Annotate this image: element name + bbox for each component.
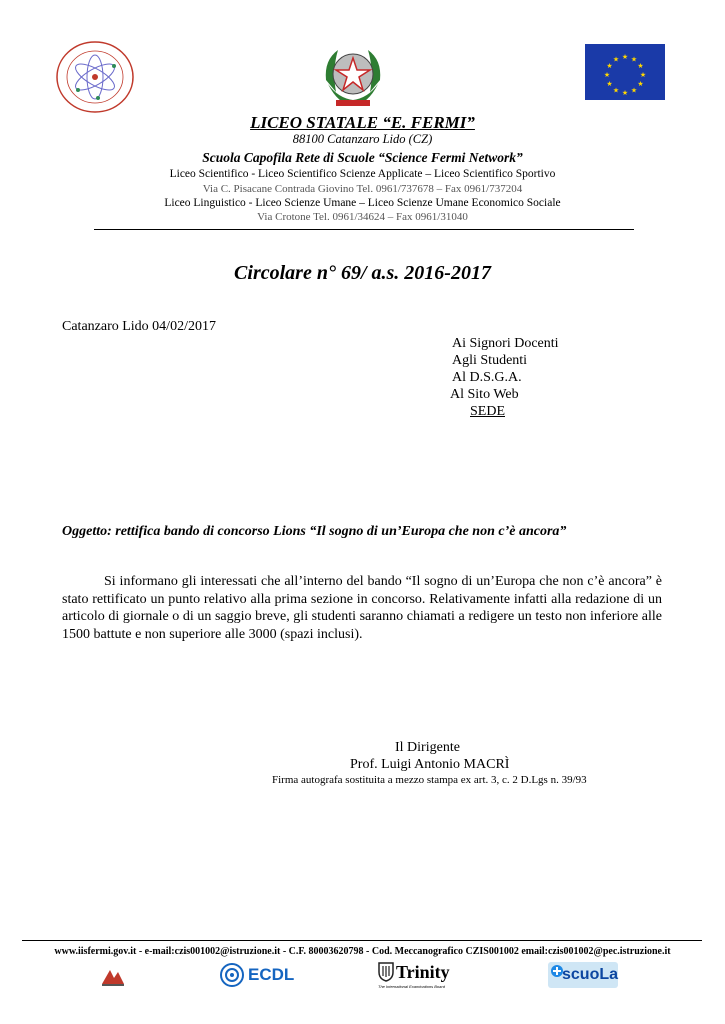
- recipient: Al D.S.G.A.: [452, 370, 522, 385]
- svg-text:★: ★: [612, 86, 620, 95]
- body-paragraph: Si informano gli interessati che all’interno del bando “Il sogno di un’Europa che non c’è ancora” è stato rettificato un punto relativo alla prima sezione in concorso. Relativamente infatti alla redazione di un articolo di giornale o di un saggio breve, gli studenti saranno chiamati a redigere un testo non inferiore alle 1500 battute e non superiore alle 3000 (spazi inclusi).: [62, 574, 662, 642]
- date-line: Catanzaro Lido 04/02/2017: [62, 319, 216, 334]
- italian-republic-emblem: [318, 40, 388, 112]
- svg-text:★: ★: [606, 80, 613, 88]
- trinity-shield-icon: [378, 962, 394, 982]
- subject-line: Oggetto: rettifica bando di concorso Lions “Il sogno di un’Europa che non c’è ancora”: [62, 524, 567, 539]
- recipient: Agli Studenti: [452, 353, 528, 368]
- svg-text:★: ★: [603, 71, 611, 79]
- ecdl-logo: [219, 962, 295, 988]
- signature-note: Firma autografa sostituita a mezzo stampa ex art. 3, c. 2 D.Lgs n. 39/93: [272, 774, 587, 786]
- school-city: 88100 Catanzaro Lido (CZ): [292, 132, 433, 146]
- school-network: Scuola Capofila Rete di Scuole “Science Fermi Network”: [202, 150, 523, 165]
- branch2-address: Via Crotone Tel. 0961/34624 – Fax 0961/31040: [257, 211, 468, 223]
- svg-text:★: ★: [639, 71, 647, 79]
- scuola-label: scuoLa: [562, 966, 619, 983]
- svg-text:★: ★: [606, 62, 613, 70]
- branch1-courses: Liceo Scientifico - Liceo Scientifico Scienze Applicate – Liceo Scientifico Sportivo: [169, 168, 556, 180]
- branch2-courses: Liceo Linguistico - Liceo Scienze Umane – Liceo Scienze Umane Economico Sociale: [164, 197, 561, 209]
- eu-flag: [585, 44, 665, 100]
- recipient: Ai Signori Docenti: [452, 336, 559, 351]
- svg-text:★: ★: [621, 89, 629, 97]
- trinity-sub-label: The International Examinations Board: [378, 984, 445, 989]
- circular-title: Circolare n° 69/ a.s. 2016-2017: [234, 262, 491, 284]
- ecdl-icon: [219, 962, 245, 988]
- branch1-address: Via C. Pisacane Contrada Giovino Tel. 0961/737678 – Fax 0961/737204: [202, 183, 523, 195]
- recipient: Al Sito Web: [450, 387, 519, 402]
- scuola-logo: [548, 962, 618, 988]
- svg-text:★: ★: [630, 55, 638, 64]
- svg-text:★: ★: [637, 62, 644, 70]
- trinity-label: Trinity: [396, 962, 450, 982]
- svg-text:★: ★: [621, 53, 629, 61]
- footer-divider: [22, 940, 702, 941]
- footer-logo: [98, 966, 128, 988]
- school-name: LICEO STATALE “E. FERMI”: [250, 113, 475, 132]
- ecdl-label: ECDL: [248, 965, 295, 984]
- signer-role: Il Dirigente: [395, 740, 460, 755]
- trinity-logo: [378, 962, 476, 992]
- svg-text:★: ★: [630, 86, 638, 95]
- svg-text:★: ★: [612, 55, 620, 64]
- svg-text:★: ★: [637, 80, 644, 88]
- signer-name: Prof. Luigi Antonio MACRÌ: [350, 757, 510, 772]
- recipient-sede: SEDE: [470, 404, 505, 419]
- header-divider: [94, 229, 634, 230]
- footer-contacts: www.iisfermi.gov.it - e-mail:czis001002@istruzione.it - C.F. 80003620798 - Cod. Meccanografico CZIS001002 email:czis001002@pec.istruzione.it: [54, 946, 671, 957]
- school-logo: [52, 38, 138, 116]
